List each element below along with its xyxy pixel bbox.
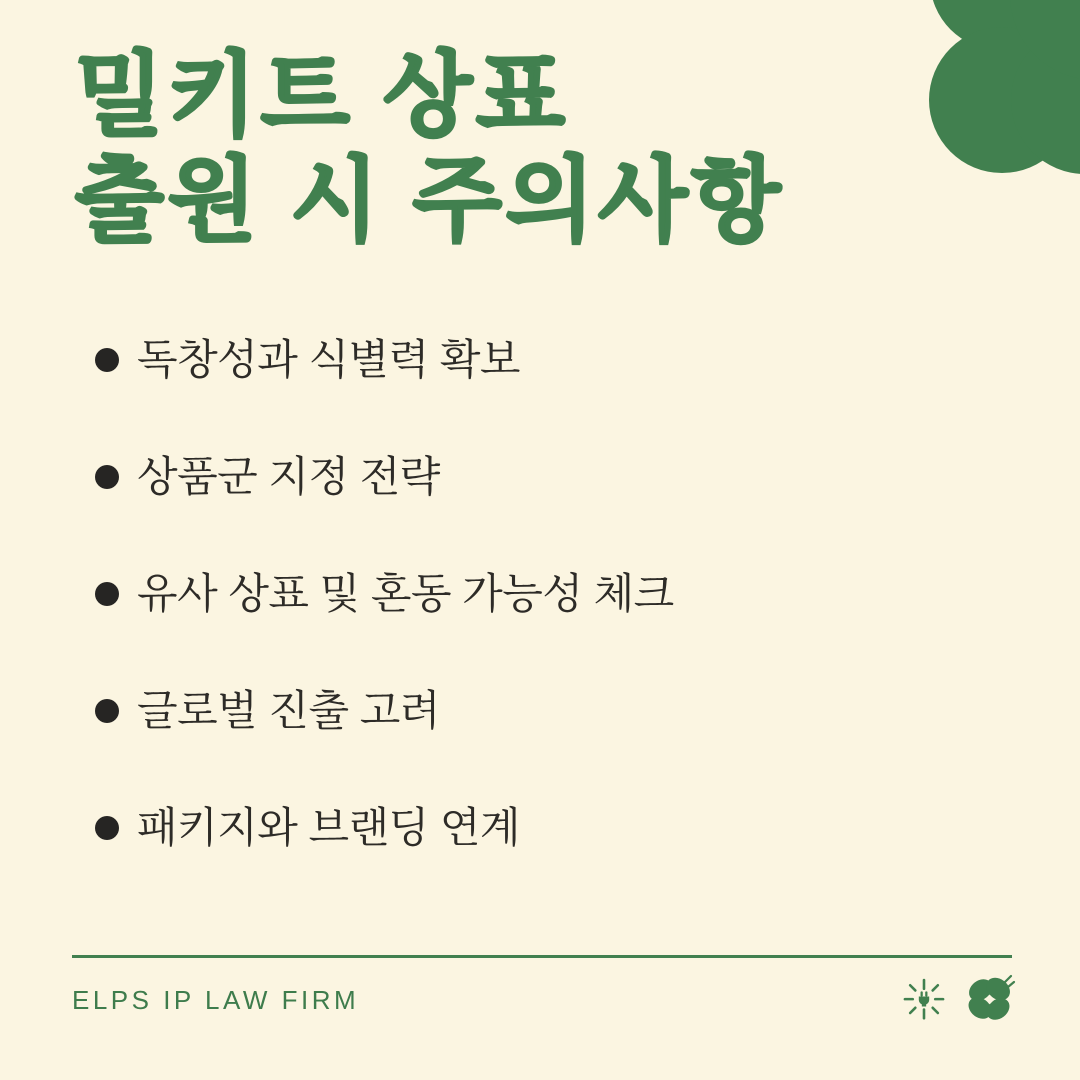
lightbulb-sparkle-icon [898,974,950,1026]
list-item [75,335,674,385]
bullet-dot-icon [95,348,119,372]
footer-icons [898,974,1016,1026]
bullet-dot-icon [95,465,119,489]
list-item [75,803,674,853]
title-line-1: 밀키트 상표 [75,45,569,147]
bullet-dot-icon [95,699,119,723]
brand-name: ELPS IP LAW FIRM [72,984,360,1015]
bullet-dot-icon [95,816,119,840]
bullet-dot-icon [95,582,119,606]
title-line-2: 출원 시 주의사항 [75,149,785,252]
list-item [75,686,674,736]
clover-icon [964,974,1016,1026]
page-title [75,44,784,254]
bullet-list [75,335,674,853]
bullet-text: 유사 상표 및 혼동 가능성 체크 [137,570,674,617]
footer-divider [72,955,1012,958]
clover-corner-decoration [880,0,1080,200]
bullet-text: 패키지와 브랜딩 연계 [137,804,520,851]
list-item [75,452,674,502]
list-item [75,569,674,619]
bullet-text: 독창성과 식별력 확보 [137,336,520,383]
footer [72,970,1016,1030]
bullet-text: 상품군 지정 전략 [137,453,440,500]
bullet-text: 글로벌 진출 고려 [137,687,440,734]
